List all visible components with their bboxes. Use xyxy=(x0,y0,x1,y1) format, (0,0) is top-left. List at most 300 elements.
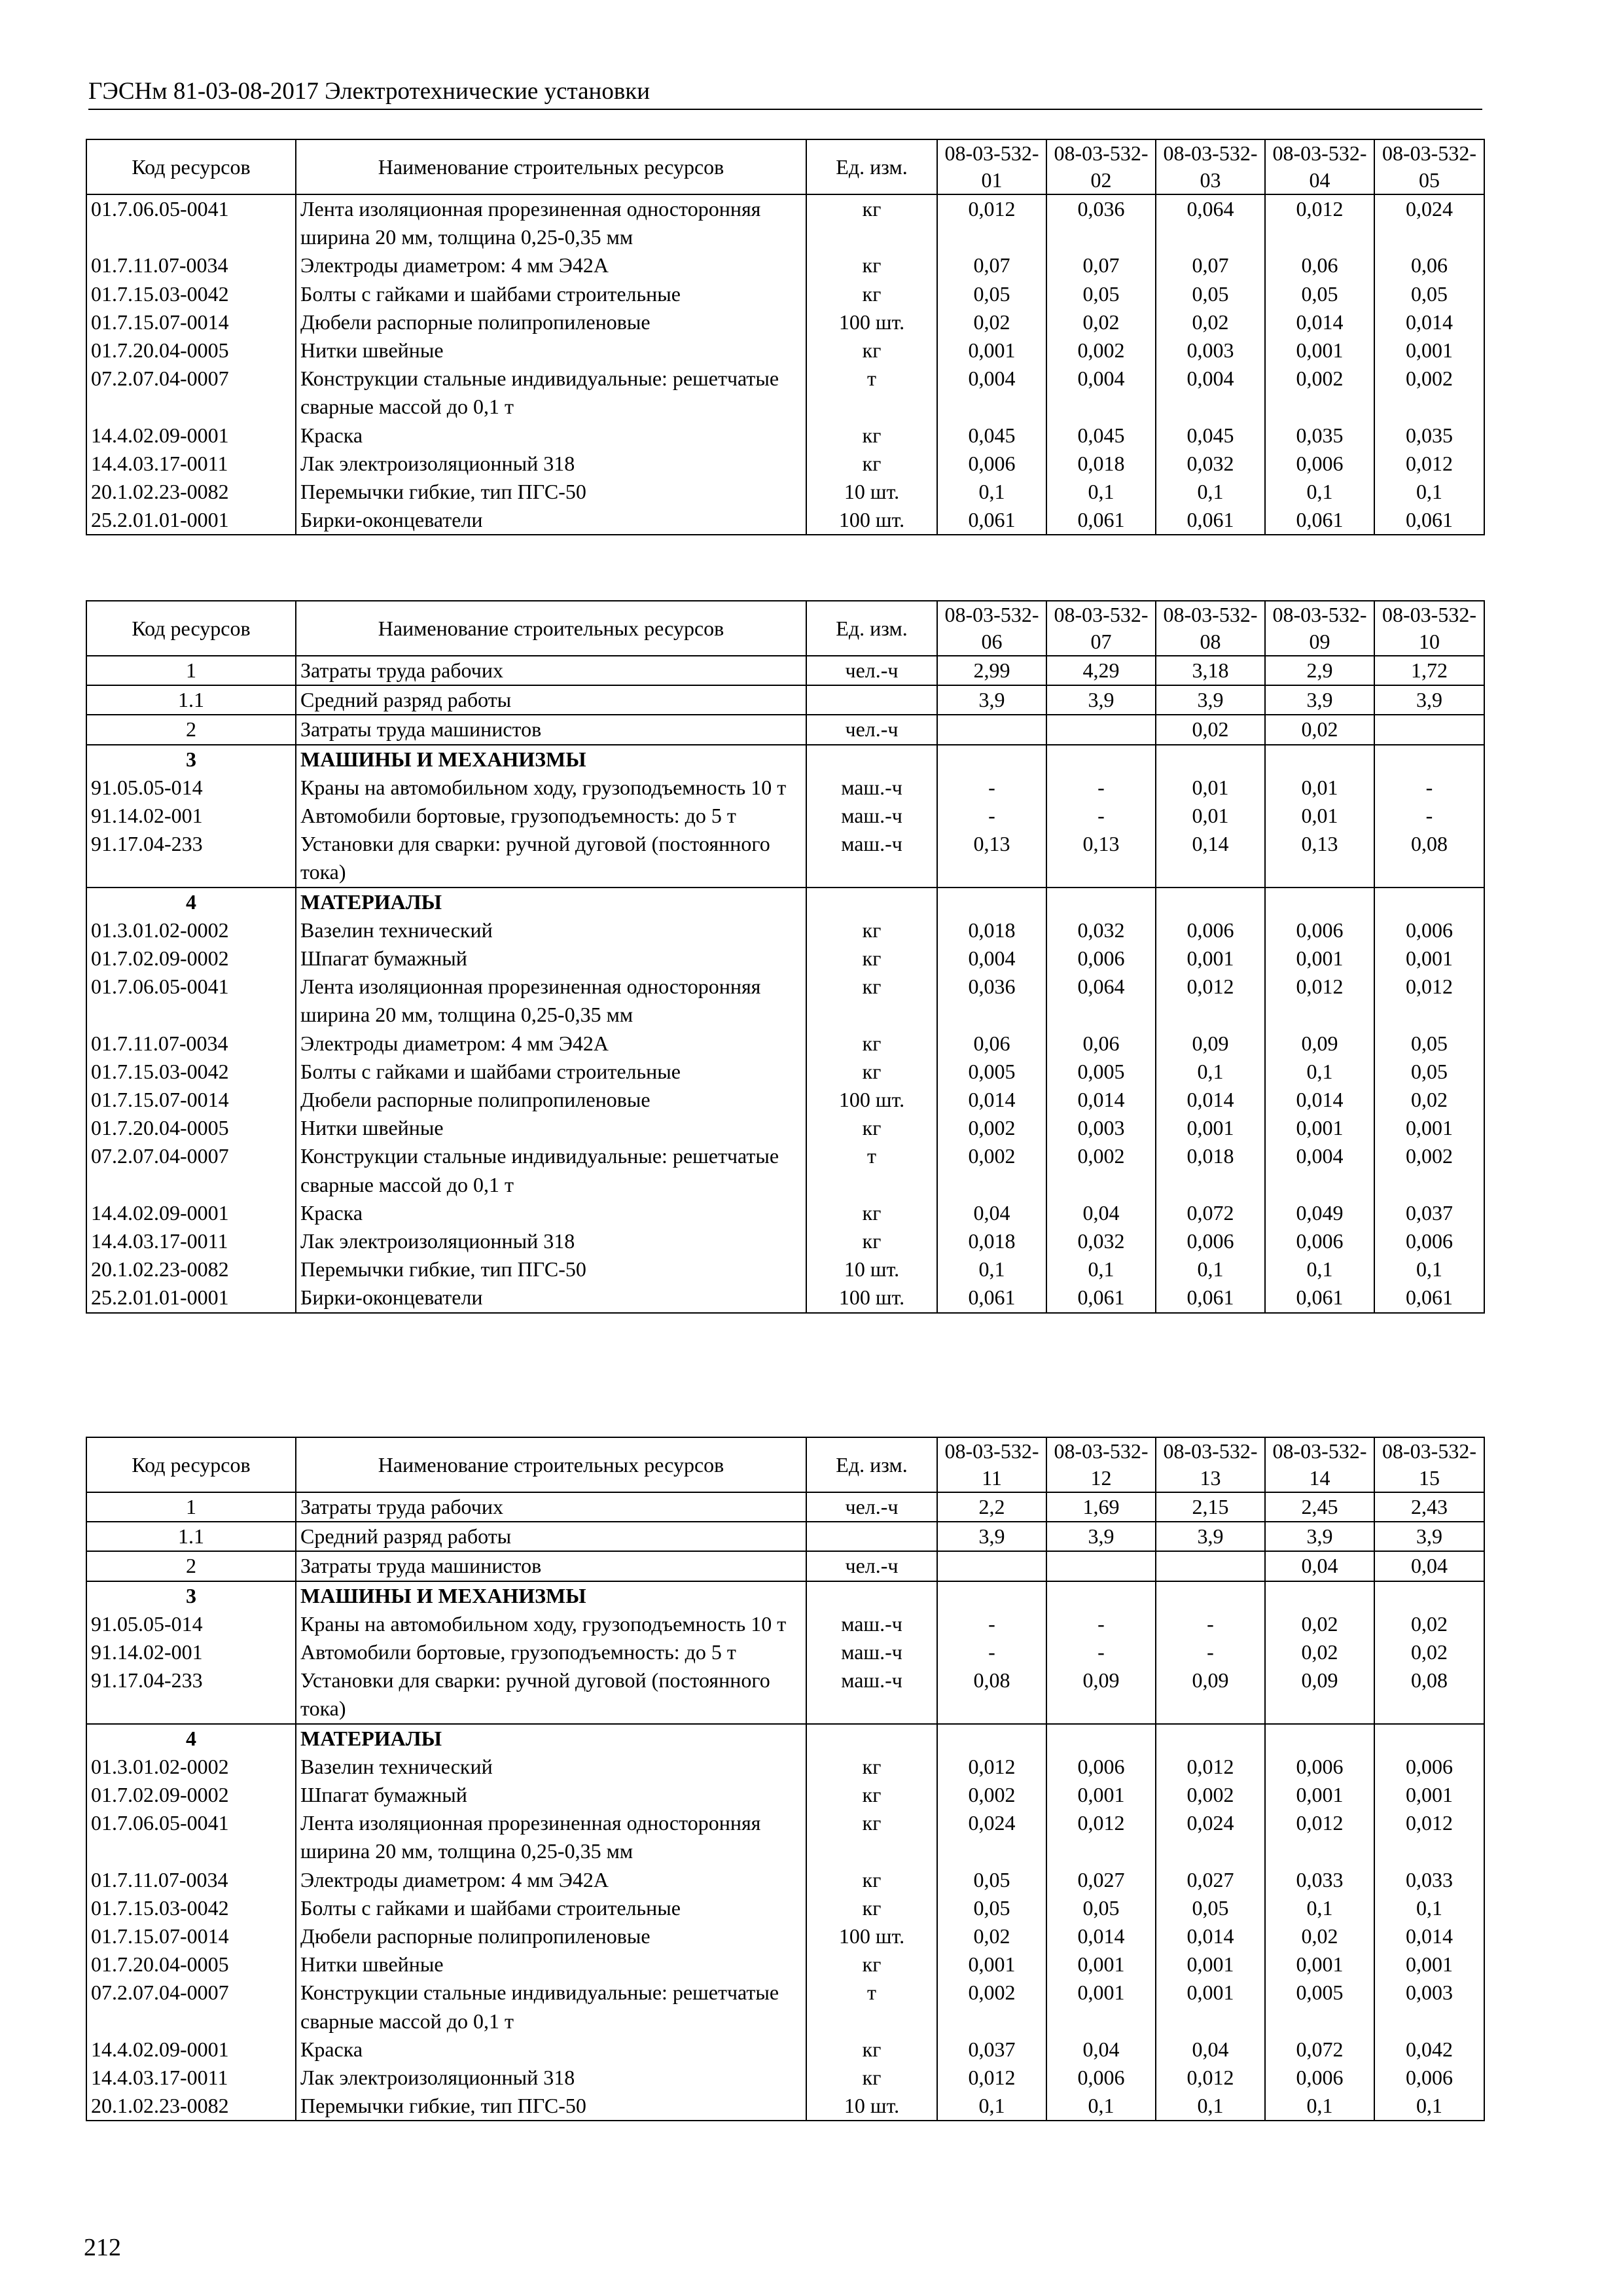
resource-value: 0,1 xyxy=(1265,1255,1374,1283)
header-code: Код ресурсов xyxy=(86,1437,296,1492)
resource-name: Средний разряд работы xyxy=(296,685,806,715)
resource-value: 2,45 xyxy=(1265,1492,1374,1522)
header-name: Наименование строительных ресурсов xyxy=(296,139,806,194)
resource-value xyxy=(1046,1724,1156,1753)
resource-name: Электроды диаметром: 4 мм Э42А xyxy=(296,251,806,279)
resource-value: 0,006 xyxy=(1265,1753,1374,1781)
resource-unit: кг xyxy=(806,1753,937,1781)
resource-name: Бирки-оконцеватели xyxy=(296,506,806,535)
resource-value: 0,027 xyxy=(1046,1866,1156,1894)
resource-unit: кг xyxy=(806,1114,937,1142)
resource-code: 14.4.03.17-0011 xyxy=(86,2064,296,2092)
resource-value: 0,08 xyxy=(1374,1666,1484,1723)
table-header-row xyxy=(86,601,1484,656)
resource-value: 3,9 xyxy=(937,1522,1046,1551)
resource-value: 0,002 xyxy=(1156,1781,1265,1809)
resource-value: 0,04 xyxy=(1265,1551,1374,1581)
resource-value: 0,1 xyxy=(1156,478,1265,506)
resource-code: 01.7.15.07-0014 xyxy=(86,308,296,336)
resource-name: Краны на автомобильном ходу, грузоподъемность 10 т xyxy=(296,774,806,802)
resource-value: - xyxy=(1046,802,1156,830)
resource-code: 4 xyxy=(86,888,296,916)
resource-value xyxy=(1046,1551,1156,1581)
resource-value xyxy=(1265,745,1374,774)
resource-code: 01.7.06.05-0041 xyxy=(86,1809,296,1865)
resource-unit: чел.-ч xyxy=(806,1492,937,1522)
resource-value: 0,004 xyxy=(1265,1142,1374,1198)
resource-value: 0,035 xyxy=(1265,422,1374,450)
resource-code: 20.1.02.23-0082 xyxy=(86,2092,296,2121)
page-header: ГЭСНм 81-03-08-2017 Электротехнические установки xyxy=(88,77,1482,110)
resource-value: 0,06 xyxy=(937,1030,1046,1058)
table-row xyxy=(86,1551,1484,1581)
resource-unit: маш.-ч xyxy=(806,1638,937,1666)
resource-value: 0,1 xyxy=(1374,2092,1484,2121)
resource-unit: кг xyxy=(806,1030,937,1058)
resource-value: 0,061 xyxy=(1156,1283,1265,1312)
header-unit: Ед. изм. xyxy=(806,601,937,656)
table-row xyxy=(86,774,1484,802)
resource-value: 0,006 xyxy=(1046,1753,1156,1781)
resource-value: 0,001 xyxy=(1265,1114,1374,1142)
resource-value: 0,02 xyxy=(1156,308,1265,336)
resource-value: 0,05 xyxy=(937,280,1046,308)
resource-value xyxy=(937,1581,1046,1610)
resource-value: 0,05 xyxy=(1046,280,1156,308)
resource-value: 0,006 xyxy=(1374,1227,1484,1255)
resource-value: 0,04 xyxy=(1046,1199,1156,1227)
resource-value: 1,72 xyxy=(1374,656,1484,685)
resource-name: Автомобили бортовые, грузоподъемность: до 5 т xyxy=(296,1638,806,1666)
resource-value: 0,018 xyxy=(1046,450,1156,478)
resource-value: 0,02 xyxy=(1265,1638,1374,1666)
resource-code: 07.2.07.04-0007 xyxy=(86,365,296,421)
table-row xyxy=(86,2036,1484,2064)
resource-code: 01.7.11.07-0034 xyxy=(86,1866,296,1894)
table-row xyxy=(86,1979,1484,2035)
resource-name: Нитки швейные xyxy=(296,336,806,365)
resource-name: Болты с гайками и шайбами строительные xyxy=(296,1894,806,1922)
resource-value: 0,024 xyxy=(1374,194,1484,251)
resource-unit: 100 шт. xyxy=(806,1283,937,1312)
resource-unit: 100 шт. xyxy=(806,1086,937,1114)
table-row xyxy=(86,478,1484,506)
resource-value: - xyxy=(1156,1610,1265,1638)
resource-value xyxy=(1374,745,1484,774)
resource-code: 91.17.04-233 xyxy=(86,830,296,887)
resource-value: 0,05 xyxy=(1374,1058,1484,1086)
section-row xyxy=(86,1724,1484,1753)
resource-unit xyxy=(806,1724,937,1753)
resource-code: 01.7.15.03-0042 xyxy=(86,1894,296,1922)
resource-value: 0,042 xyxy=(1374,2036,1484,2064)
resource-name: Дюбели распорные полипропиленовые xyxy=(296,308,806,336)
resource-value: 0,045 xyxy=(1156,422,1265,450)
resource-value: 0,032 xyxy=(1046,916,1156,944)
resource-name: Вазелин технический xyxy=(296,1753,806,1781)
resource-value: 0,001 xyxy=(937,1950,1046,1979)
resource-value: 0,05 xyxy=(1374,280,1484,308)
resource-unit: кг xyxy=(806,450,937,478)
resource-value: 0,006 xyxy=(1374,2064,1484,2092)
resource-code: 14.4.03.17-0011 xyxy=(86,1227,296,1255)
table-row xyxy=(86,2064,1484,2092)
header-norm-code: 08-03-532-06 xyxy=(937,601,1046,656)
resource-value: 3,9 xyxy=(1265,1522,1374,1551)
resource-value: 0,001 xyxy=(1265,944,1374,973)
table-row xyxy=(86,1255,1484,1283)
resource-value: 0,001 xyxy=(1374,1114,1484,1142)
resource-value: 0,001 xyxy=(1374,1781,1484,1809)
resource-value: 3,9 xyxy=(1374,685,1484,715)
resource-code: 14.4.02.09-0001 xyxy=(86,2036,296,2064)
resource-unit: чел.-ч xyxy=(806,656,937,685)
resource-code: 01.7.20.04-0005 xyxy=(86,1114,296,1142)
resource-unit: кг xyxy=(806,1950,937,1979)
resource-value: 0,006 xyxy=(1156,1227,1265,1255)
table-row xyxy=(86,1227,1484,1255)
resource-table-1 xyxy=(86,139,1485,535)
header-name: Наименование строительных ресурсов xyxy=(296,1437,806,1492)
table-row xyxy=(86,802,1484,830)
resource-code: 1 xyxy=(86,656,296,685)
resource-value: 0,061 xyxy=(1265,1283,1374,1312)
resource-value: 0,09 xyxy=(1156,1666,1265,1723)
resource-value: 0,005 xyxy=(1265,1979,1374,2035)
resource-name: Лента изоляционная прорезиненная односторонняя ширина 20 мм, толщина 0,25-0,35 мм xyxy=(296,973,806,1029)
resource-value: 0,1 xyxy=(1265,478,1374,506)
resource-value: 0,1 xyxy=(1046,2092,1156,2121)
table-row xyxy=(86,1894,1484,1922)
resource-value: 0,02 xyxy=(1374,1610,1484,1638)
resource-value: 0,1 xyxy=(1265,2092,1374,2121)
resource-unit: кг xyxy=(806,194,937,251)
resource-value: 0,012 xyxy=(937,1753,1046,1781)
resource-value: 0,001 xyxy=(1046,1781,1156,1809)
resource-value: 0,061 xyxy=(937,506,1046,535)
resource-name: Лента изоляционная прорезиненная односторонняя ширина 20 мм, толщина 0,25-0,35 мм xyxy=(296,1809,806,1865)
resource-value: 0,13 xyxy=(1046,830,1156,887)
resource-name: Затраты труда машинистов xyxy=(296,1551,806,1581)
resource-name: Дюбели распорные полипропиленовые xyxy=(296,1922,806,1950)
resource-unit xyxy=(806,1522,937,1551)
resource-value: 0,005 xyxy=(937,1058,1046,1086)
resource-name: Затраты труда машинистов xyxy=(296,715,806,744)
resource-value: 0,001 xyxy=(1265,1781,1374,1809)
resource-value xyxy=(1046,1581,1156,1610)
resource-value: 0,036 xyxy=(937,973,1046,1029)
resource-value: - xyxy=(937,1610,1046,1638)
header-name: Наименование строительных ресурсов xyxy=(296,601,806,656)
resource-value: 2,15 xyxy=(1156,1492,1265,1522)
resource-value: 0,06 xyxy=(1046,1030,1156,1058)
table-row xyxy=(86,1283,1484,1312)
resource-value xyxy=(937,1551,1046,1581)
resource-unit: кг xyxy=(806,916,937,944)
resource-unit: кг xyxy=(806,280,937,308)
resource-code: 1 xyxy=(86,1492,296,1522)
resource-code: 01.7.20.04-0005 xyxy=(86,1950,296,1979)
resource-code: 01.7.11.07-0034 xyxy=(86,251,296,279)
resource-value: 0,1 xyxy=(1156,1058,1265,1086)
resource-name: Конструкции стальные индивидуальные: решетчатые сварные массой до 0,1 т xyxy=(296,365,806,421)
header-code: Код ресурсов xyxy=(86,139,296,194)
header-norm-code: 08-03-532-03 xyxy=(1156,139,1265,194)
resource-name: Болты с гайками и шайбами строительные xyxy=(296,1058,806,1086)
resource-value: 0,05 xyxy=(1374,1030,1484,1058)
resource-value: 0,09 xyxy=(1265,1030,1374,1058)
resource-name: Лак электроизоляционный 318 xyxy=(296,2064,806,2092)
table-row xyxy=(86,1781,1484,1809)
resource-name: Средний разряд работы xyxy=(296,1522,806,1551)
resource-value: 0,002 xyxy=(1374,1142,1484,1198)
table-row xyxy=(86,1142,1484,1198)
resource-name: Шпагат бумажный xyxy=(296,944,806,973)
resource-value: 3,9 xyxy=(1265,685,1374,715)
resource-code: 01.7.20.04-0005 xyxy=(86,336,296,365)
resource-code: 07.2.07.04-0007 xyxy=(86,1142,296,1198)
table-row xyxy=(86,685,1484,715)
resource-code: 01.7.11.07-0034 xyxy=(86,1030,296,1058)
table-row xyxy=(86,1086,1484,1114)
resource-value: 0,02 xyxy=(1374,1638,1484,1666)
resource-value: 0,002 xyxy=(937,1781,1046,1809)
resource-value: 0,012 xyxy=(1156,973,1265,1029)
resource-value: 0,02 xyxy=(937,1922,1046,1950)
table-row xyxy=(86,916,1484,944)
resource-value: 0,012 xyxy=(1156,1753,1265,1781)
resource-name: Краска xyxy=(296,1199,806,1227)
resource-code: 01.3.01.02-0002 xyxy=(86,916,296,944)
resource-value: 0,1 xyxy=(1374,1894,1484,1922)
resource-name: Конструкции стальные индивидуальные: решетчатые сварные массой до 0,1 т xyxy=(296,1979,806,2035)
resource-value: 0,045 xyxy=(937,422,1046,450)
resource-value: 0,061 xyxy=(937,1283,1046,1312)
resource-value xyxy=(1156,1581,1265,1610)
resource-value xyxy=(1046,715,1156,744)
resource-value: 0,024 xyxy=(1156,1809,1265,1865)
resource-name: Перемычки гибкие, тип ПГС-50 xyxy=(296,1255,806,1283)
resource-value: 0,02 xyxy=(1046,308,1156,336)
resource-value: 0,001 xyxy=(1046,1950,1156,1979)
table-row xyxy=(86,2092,1484,2121)
resource-unit: маш.-ч xyxy=(806,830,937,887)
resource-value: 0,1 xyxy=(1265,1894,1374,1922)
resource-value xyxy=(1265,1581,1374,1610)
resource-value: 0,061 xyxy=(1156,506,1265,535)
resource-value: 0,064 xyxy=(1156,194,1265,251)
resource-value: - xyxy=(1046,1610,1156,1638)
resource-value: 0,012 xyxy=(1374,1809,1484,1865)
resource-value: 0,001 xyxy=(1265,336,1374,365)
resource-value: 0,09 xyxy=(1156,1030,1265,1058)
resource-value: - xyxy=(1046,774,1156,802)
resource-unit: 10 шт. xyxy=(806,2092,937,2121)
resource-value: - xyxy=(1374,802,1484,830)
resource-code: 01.7.02.09-0002 xyxy=(86,1781,296,1809)
header-unit: Ед. изм. xyxy=(806,139,937,194)
resource-value: 0,012 xyxy=(1265,973,1374,1029)
resource-code: 20.1.02.23-0082 xyxy=(86,1255,296,1283)
resource-value: 0,09 xyxy=(1046,1666,1156,1723)
resource-unit xyxy=(806,888,937,916)
resource-unit xyxy=(806,685,937,715)
resource-value: 0,012 xyxy=(1265,1809,1374,1865)
resource-value: 0,012 xyxy=(1156,2064,1265,2092)
resource-value xyxy=(1374,888,1484,916)
resource-value: - xyxy=(1156,1638,1265,1666)
resource-value: 0,049 xyxy=(1265,1199,1374,1227)
resource-name: МАШИНЫ И МЕХАНИЗМЫ xyxy=(296,1581,806,1610)
resource-value: 0,002 xyxy=(1046,336,1156,365)
resource-unit: кг xyxy=(806,944,937,973)
header-norm-code: 08-03-532-11 xyxy=(937,1437,1046,1492)
resource-value: 0,072 xyxy=(1156,1199,1265,1227)
resource-unit: маш.-ч xyxy=(806,802,937,830)
resource-value: 0,006 xyxy=(1265,450,1374,478)
resource-value: 3,9 xyxy=(1156,1522,1265,1551)
table-row xyxy=(86,1950,1484,1979)
resource-value xyxy=(937,1724,1046,1753)
resource-value: 0,064 xyxy=(1046,973,1156,1029)
resource-value: 0,002 xyxy=(1046,1142,1156,1198)
table-row xyxy=(86,308,1484,336)
resource-value: 0,037 xyxy=(1374,1199,1484,1227)
table-row xyxy=(86,1058,1484,1086)
resource-name: Дюбели распорные полипропиленовые xyxy=(296,1086,806,1114)
resource-value: 0,072 xyxy=(1265,2036,1374,2064)
resource-value: 0,036 xyxy=(1046,194,1156,251)
resource-value: 2,2 xyxy=(937,1492,1046,1522)
resource-value: 0,012 xyxy=(1265,194,1374,251)
resource-code: 01.7.15.07-0014 xyxy=(86,1922,296,1950)
resource-name: Шпагат бумажный xyxy=(296,1781,806,1809)
resource-value: 0,014 xyxy=(1156,1922,1265,1950)
resource-value: 0,001 xyxy=(1156,1114,1265,1142)
table-row xyxy=(86,715,1484,744)
resource-value: - xyxy=(1046,1638,1156,1666)
resource-unit: маш.-ч xyxy=(806,774,937,802)
resource-value: 0,07 xyxy=(937,251,1046,279)
resource-value: 0,006 xyxy=(1156,916,1265,944)
resource-value: 0,032 xyxy=(1156,450,1265,478)
table-row xyxy=(86,280,1484,308)
resource-table-3 xyxy=(86,1437,1485,2121)
resource-unit xyxy=(806,1581,937,1610)
resource-value xyxy=(1046,888,1156,916)
section-row xyxy=(86,888,1484,916)
resource-value: 0,012 xyxy=(1374,450,1484,478)
resource-value: 0,001 xyxy=(1156,944,1265,973)
resource-unit: т xyxy=(806,365,937,421)
section-row xyxy=(86,1581,1484,1610)
resource-name: Вазелин технический xyxy=(296,916,806,944)
table-row xyxy=(86,506,1484,535)
table-row xyxy=(86,336,1484,365)
resource-value: 0,014 xyxy=(1046,1086,1156,1114)
resource-value xyxy=(1156,1551,1265,1581)
resource-code: 07.2.07.04-0007 xyxy=(86,1979,296,2035)
resource-value: 0,004 xyxy=(937,944,1046,973)
resource-value: 0,05 xyxy=(1156,1894,1265,1922)
resource-code: 2 xyxy=(86,1551,296,1581)
table-header-row xyxy=(86,1437,1484,1492)
resource-unit: 100 шт. xyxy=(806,506,937,535)
table-header-row xyxy=(86,139,1484,194)
resource-unit: 10 шт. xyxy=(806,478,937,506)
header-norm-code: 08-03-532-10 xyxy=(1374,601,1484,656)
resource-value: 3,9 xyxy=(1156,685,1265,715)
table-row xyxy=(86,1922,1484,1950)
resource-code: 01.3.01.02-0002 xyxy=(86,1753,296,1781)
resource-value: 0,006 xyxy=(1046,2064,1156,2092)
resource-value: 3,9 xyxy=(1046,1522,1156,1551)
table-row xyxy=(86,365,1484,421)
table-row xyxy=(86,1809,1484,1865)
header-norm-code: 08-03-532-09 xyxy=(1265,601,1374,656)
resource-value: 0,006 xyxy=(937,450,1046,478)
resource-value xyxy=(937,888,1046,916)
table-row xyxy=(86,194,1484,251)
header-norm-code: 08-03-532-15 xyxy=(1374,1437,1484,1492)
header-code: Код ресурсов xyxy=(86,601,296,656)
resource-unit: кг xyxy=(806,1866,937,1894)
resource-code: 1.1 xyxy=(86,1522,296,1551)
resource-value xyxy=(937,745,1046,774)
resource-value: 0,001 xyxy=(937,336,1046,365)
resource-value xyxy=(1156,745,1265,774)
resource-value: 0,02 xyxy=(1374,1086,1484,1114)
resource-value: 0,001 xyxy=(1374,1950,1484,1979)
header-norm-code: 08-03-532-08 xyxy=(1156,601,1265,656)
resource-unit: кг xyxy=(806,2064,937,2092)
resource-value: 0,061 xyxy=(1046,1283,1156,1312)
resource-unit: кг xyxy=(806,1894,937,1922)
resource-value: - xyxy=(937,1638,1046,1666)
resource-value: 0,1 xyxy=(1265,1058,1374,1086)
resource-value: 0,061 xyxy=(1374,506,1484,535)
resource-code: 25.2.01.01-0001 xyxy=(86,506,296,535)
resource-unit: чел.-ч xyxy=(806,1551,937,1581)
resource-name: Установки для сварки: ручной дуговой (постоянного тока) xyxy=(296,830,806,887)
resource-code: 1.1 xyxy=(86,685,296,715)
resource-value: 0,02 xyxy=(1265,1922,1374,1950)
table-row xyxy=(86,944,1484,973)
resource-value: 0,1 xyxy=(1156,2092,1265,2121)
resource-value: 0,027 xyxy=(1156,1866,1265,1894)
resource-code: 01.7.06.05-0041 xyxy=(86,194,296,251)
resource-value: 2,43 xyxy=(1374,1492,1484,1522)
resource-name: Лента изоляционная прорезиненная односторонняя ширина 20 мм, толщина 0,25-0,35 мм xyxy=(296,194,806,251)
resource-value: 0,006 xyxy=(1046,944,1156,973)
resource-value: 2,9 xyxy=(1265,656,1374,685)
resource-value: 0,13 xyxy=(937,830,1046,887)
resource-value: 0,06 xyxy=(1374,251,1484,279)
resource-value: 0,004 xyxy=(1046,365,1156,421)
resource-value: 0,037 xyxy=(937,2036,1046,2064)
table-row xyxy=(86,1492,1484,1522)
resource-value: 0,1 xyxy=(1374,1255,1484,1283)
resource-value: 0,1 xyxy=(1374,478,1484,506)
resource-name: Установки для сварки: ручной дуговой (постоянного тока) xyxy=(296,1666,806,1723)
resource-value: 0,01 xyxy=(1265,802,1374,830)
resource-value xyxy=(1156,1724,1265,1753)
resource-value: 0,05 xyxy=(937,1894,1046,1922)
resource-value: 0,004 xyxy=(1156,365,1265,421)
resource-value: 0,07 xyxy=(1046,251,1156,279)
resource-value: 0,05 xyxy=(1156,280,1265,308)
resource-value: 0,005 xyxy=(1046,1058,1156,1086)
